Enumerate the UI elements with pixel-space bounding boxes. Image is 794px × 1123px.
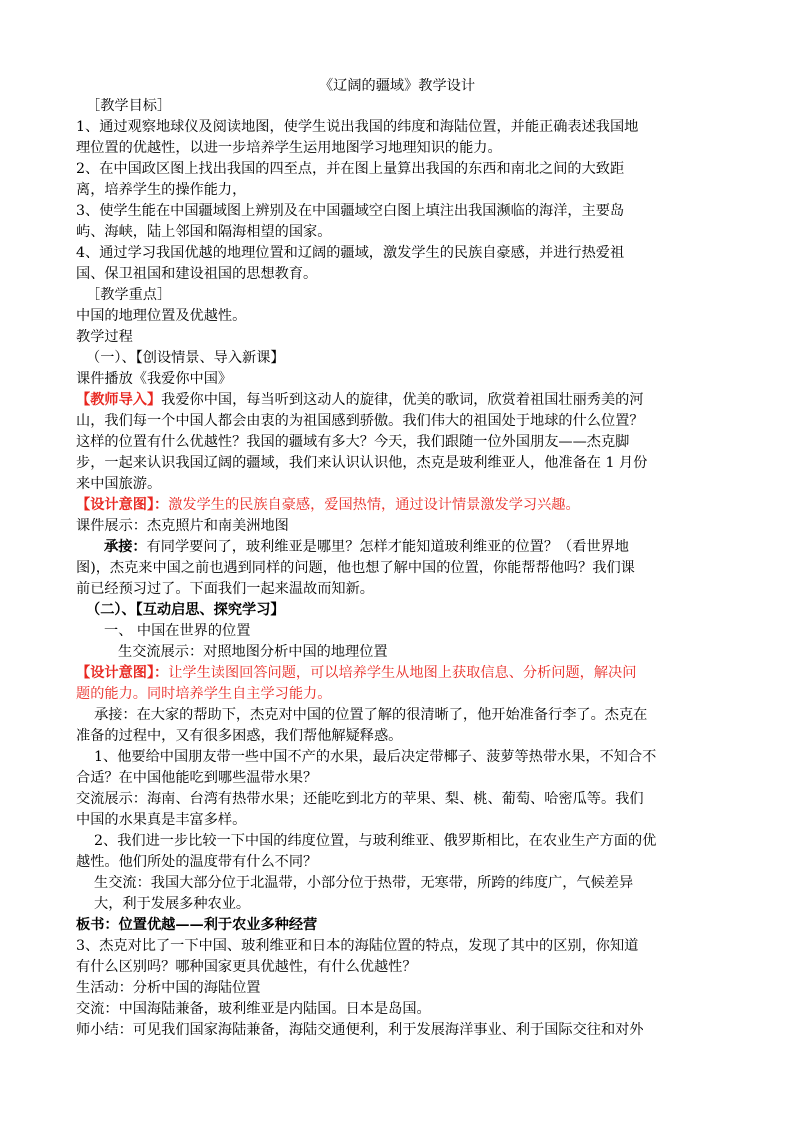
teacher-intro-text: 我爱你中国，每当听到这动人的旋律，优美的歌词，欣赏着祖国壮丽秀美的河 [161,392,644,408]
design-intent-text: 激发学生的民族自豪感，爱国热情，通过设计情景激发学习兴趣。 [168,497,580,513]
design-intent-line [76,495,726,515]
design-intent-label: 【设计意图】： [76,497,169,513]
text-line: 2、在中国政区图上找出我国的四至点，并在图上量算出我国的东西和南北之间的大致距 [76,161,625,177]
text-line: 越性。他们所处的温度带有什么不同？ [76,854,318,870]
text-line: 1、通过观察地球仪及阅读地图，使学生说出我国的纬度和海陆位置，并能正确表述我国地 [76,119,639,135]
teacher-intro-line [76,390,726,410]
text-line: 交流：中国海陆兼备，玻利维亚是内陆国。日本是岛国。 [76,1001,431,1017]
text-line: 2、我们进一步比较一下中国的纬度位置，与玻利维亚、俄罗斯相比，在农业生产方面的优 [94,833,657,849]
section-heading-process: 教学过程 [76,329,133,345]
text-line: 合适？在中国他能吃到哪些温带水果？ [76,770,318,786]
text-line: 图)，杰克来中国之前也遇到同样的问题，他也想了解中国的位置，你能帮帮他吗？我们课 [76,560,635,576]
text-line: 3、使学生能在中国疆域图上辨别及在中国疆域空白图上填注出我国濒临的海洋，主要岛 [76,203,625,219]
teacher-intro-label: 【教师导入】 [76,392,162,408]
text-line: 来中国旅游。 [76,476,162,492]
text-line: 课件播放《我爱你中国》 [76,371,233,387]
connect-label: 承接： [104,539,147,555]
text-line: 生交流：我国大部分位于北温带，小部分位于热带，无寒带，所跨的纬度广，气候差异 [94,875,634,891]
text-line: 有什么区别吗？哪种国家更具优越性，有什么优越性？ [76,959,417,975]
text-line: 师小结：可见我们国家海陆兼备，海陆交通便利，利于发展海洋事业、利于国际交往和对外 [76,1022,644,1038]
subsection-heading: （二）、【互动启思、探究学习】 [86,602,285,618]
text-line: 这样的位置有什么优越性？我国的疆域有多大？今天，我们跟随一位外国朋友——杰克脚 [76,434,630,450]
text-line: 理位置的优越性，以进一步培养学生运用地图学习地理知识的能力。 [76,140,502,156]
section-heading-focus: ［教学重点］ [86,287,172,303]
text-line: 屿、海峡，陆上邻国和隔海相望的国家。 [76,224,332,240]
connect-line [104,537,728,557]
text-line: 山，我们每一个中国人都会由衷的为祖国感到骄傲。我们伟大的祖国处于地球的什么位置？ [76,413,644,429]
section-heading-objectives: ［教学目标］ [86,98,172,114]
text-line: 生交流展示：对照地图分析中国的地理位置 [118,644,388,660]
text-line: 交流展示：海南、台湾有热带水果；还能吃到北方的苹果、梨、桃、葡萄、哈密瓜等。我们 [76,791,644,807]
design-intent-continued: 题的能力。同时培养学生自主学习能力。 [76,686,332,702]
text-line: 离，培养学生的操作能力， [76,182,247,198]
text-line: 承接：在大家的帮助下，杰克对中国的位置了解的很清晰了，他开始准备行李了。杰克在 [94,707,648,723]
text-line: 前已经预习过了。下面我们一起来温故而知新。 [76,581,374,597]
text-line: 3、杰克对比了一下中国、玻利维亚和日本的海陆位置的特点，发现了其中的区别，你知道 [76,938,639,954]
text-line: 准备的过程中，又有很多困惑，我们帮他解疑释惑。 [76,728,403,744]
text-line: 4、通过学习我国优越的地理位置和辽阔的疆域，激发学生的民族自豪感，并进行热爱祖 [76,245,625,261]
text-line: 一、 中国在世界的位置 [104,623,251,639]
text-line: 课件展示：杰克照片和南美洲地图 [76,518,289,534]
text-line: 步，一起来认识我国辽阔的疆域，我们来认识认识他，杰克是玻利维亚人，他准备在 1 月份 [76,455,648,471]
design-intent-label: 【设计意图】： [76,665,169,681]
subsection-heading: （一）、【创设情景、导入新课】 [86,350,285,366]
design-intent-line [76,663,726,683]
text-line: 国、保卫祖国和建设祖国的思想教育。 [76,266,318,282]
document-title: 《辽阔的疆域》教学设计 [318,78,476,94]
board-note: 板书：位置优越——利于农业多种经营 [76,917,318,933]
text-line: 中国的水果真是丰富多样。 [76,812,247,828]
connect-text: 有同学要问了，玻利维亚是哪里？怎样才能知道玻利维亚的位置？（看世界地 [146,539,629,555]
text-line: 中国的地理位置及优越性。 [76,308,247,324]
text-line: 生活动：分析中国的海陆位置 [76,980,261,996]
design-intent-text: 让学生读图回答问题，可以培养学生从地图上获取信息、分析问题，解决问 [168,665,637,681]
text-line: 1、他要给中国朋友带一些中国不产的水果，最后决定带椰子、菠萝等热带水果，不知合不 [94,749,657,765]
text-line: 大，利于发展多种农业。 [94,896,251,912]
